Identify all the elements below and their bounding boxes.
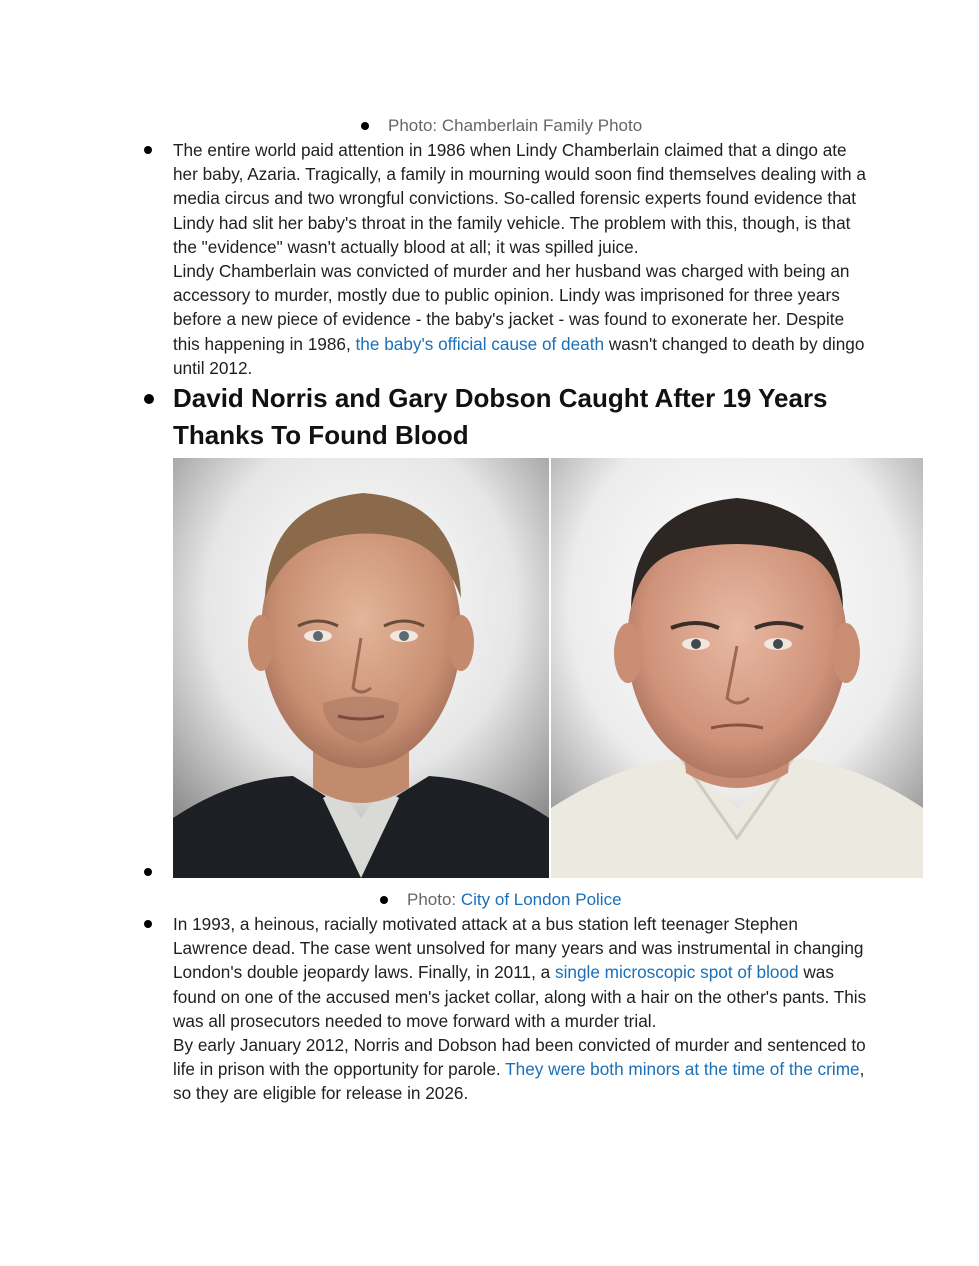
photo-credit-text: Photo: Chamberlain Family Photo [388,116,643,135]
lawrence-paragraph-1 [173,912,873,1033]
photo-credit-caption [407,888,622,912]
list-bullet [144,394,154,404]
paragraph-text: was found on one of the accused men's jacket collar, along with a hair on the other's pants. This was all prosecutors needed to move forward with a murder trial. [173,962,867,1031]
chamberlain-paragraph-2 [173,259,873,380]
list-bullet [144,920,152,928]
lawrence-paragraph-2 [173,1033,873,1106]
paragraph-text: Lindy Chamberlain was convicted of murder and her husband was charged with being an accessory to murder, mostly due to public opinion. Lindy was imprisoned for three years before a new piece of evidence - the baby's jacket - was found to exonerate her. Despite this happening in 1986, [173,261,850,354]
photo-credit-prefix: Photo: [407,890,461,909]
lawrence-story [173,912,873,1106]
chamberlain-story [173,138,873,380]
paragraph-text: wasn't changed to death by dingo until 2012. [173,333,865,378]
portrait-david-norris [173,458,549,878]
photo-credit-caption [388,114,642,138]
list-bullet [144,146,152,154]
chamberlain-paragraph-1: The entire world paid attention in 1986 when Lindy Chamberlain claimed that a dingo ate her baby, Azaria. Tragically, a family in mourning would soon find themselves dealing with a media circus and two wrongful convictions. So-called forensic experts found evidence that Lindy had slit her baby's throat in the family vehicle. The problem with this, though, is that the "evidence" wasn't actually blood at all; it was spilled juice. [173,140,866,257]
paragraph-text: By early January 2012, Norris and Dobson had been convicted of murder and sentenced to life in prison with the opportunity for parole. [173,1035,866,1080]
mugshots-photo [173,458,923,878]
list-bullet [361,122,369,130]
city-of-london-police-link[interactable]: City of London Police [460,890,622,909]
list-bullet [380,896,388,904]
minors-at-time-link[interactable]: They were both minors at the time of the crime [505,1059,860,1080]
section-heading: David Norris and Gary Dobson Caught After 19 Years Thanks To Found Blood [173,383,828,450]
cause-of-death-link[interactable]: the baby's official cause of death [355,333,605,354]
list-bullet [144,868,152,876]
paragraph-text: , so they are eligible for release in 2026. [173,1059,865,1104]
microscopic-blood-link[interactable]: single microscopic spot of blood [554,962,799,983]
paragraph-text: In 1993, a heinous, racially motivated attack at a bus station left teenager Stephen Lawrence dead. The case went unsolved for many years and was instrumental in changing London's double jeopardy laws. Finally, in 2011, a [173,914,864,983]
portrait-gary-dobson [551,458,923,878]
